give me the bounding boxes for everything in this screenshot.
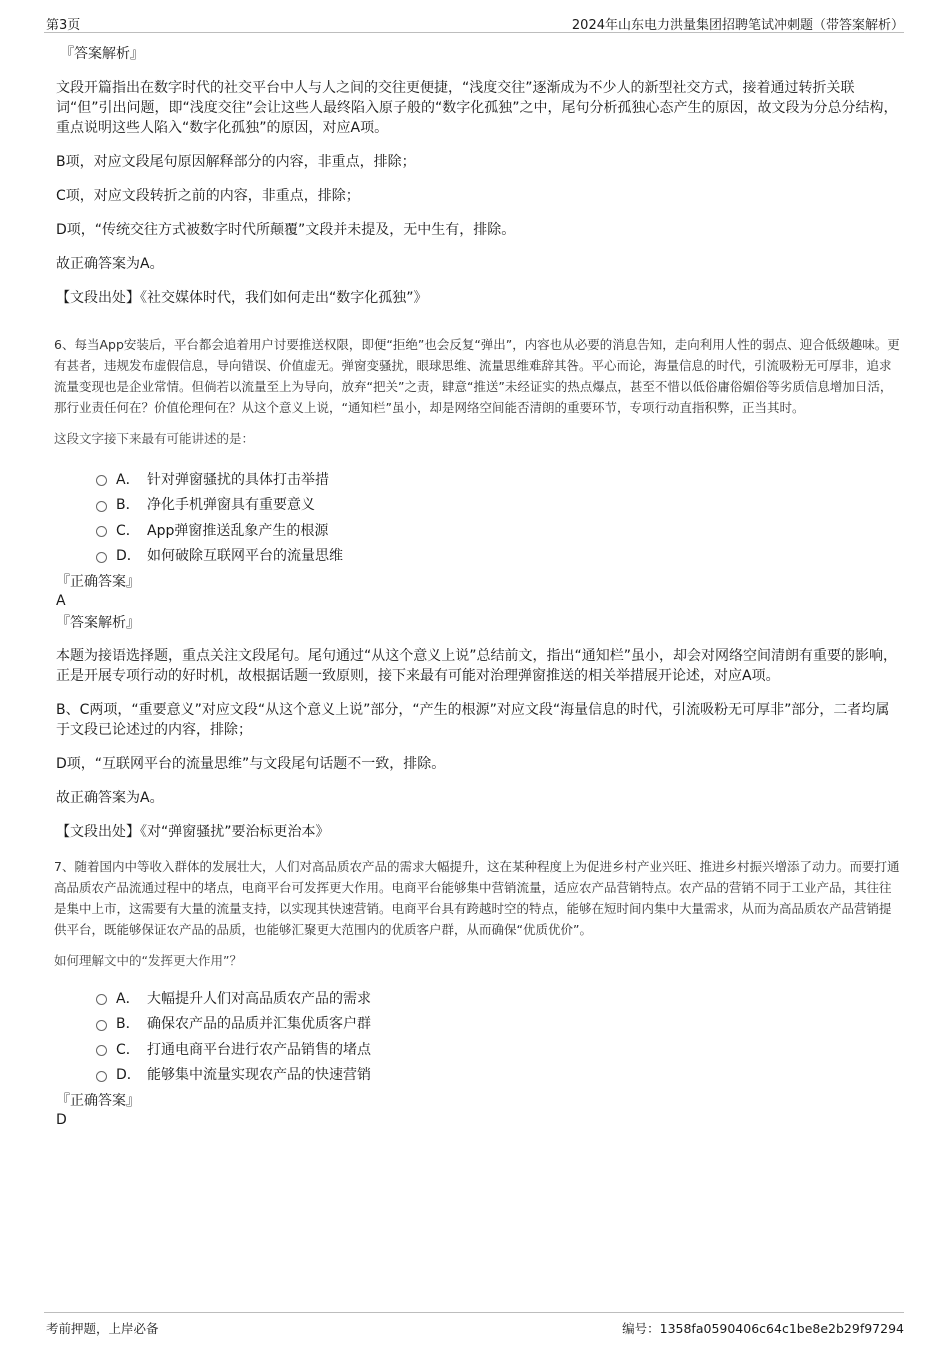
option-a[interactable]: [56, 466, 900, 492]
option-list: [56, 466, 900, 568]
option-text: 净化手机弹窗具有重要意义: [147, 497, 315, 514]
analysis-label: 『答案解析』: [60, 46, 144, 62]
radio-icon[interactable]: [96, 501, 107, 512]
radio-icon[interactable]: [96, 552, 107, 563]
option-text: App弹窗推送乱象产生的根源: [147, 522, 329, 539]
option-text: 如何破除互联网平台的流量思维: [147, 548, 343, 565]
question-text: 7、随着国内中等收入群体的发展壮大，人们对高品质农产品的需求大幅提升，这在某种程度上为促进乡村产业兴旺、推进乡村振兴增添了动力。而要打通高品质农产品流通过程中的堵点，电商平台可发挥更大作用。电商平台能够集中营销流量，适应农产品营销特点。农产品的营销不同于工业产品，其往往是集中上市，这需要有大量的流量支持，以实现其快速营销。电商平台具有跨越时空的特点，能够在短时间内集中大量需求，从而为高品质农产品营销提供平台，既能够保证农产品的品质，也能够汇聚更大范围内的优质客户群，从而确保“优质优价”。: [54, 859, 900, 937]
option-key: C．: [116, 522, 140, 539]
option-key: A．: [116, 471, 140, 488]
radio-icon[interactable]: [96, 475, 107, 486]
page-number: 第3页: [46, 18, 81, 33]
option-text: 能够集中流量实现农产品的快速营销: [147, 1067, 371, 1084]
page-header: [44, 10, 904, 33]
analysis-paragraph: 文段开篇指出在数字时代的社交平台中人与人之间的交往更便捷，“浅度交往”逐渐成为不少人的新型社交方式，接着通过转折关联词“但”引出问题，即“浅度交往”会让这些人最终陷入原子般的“数字化孤独”之中，尾句分析孤独心态产生的原因，故文段为分总分结构，重点说明这些人陷入“数字化孤独”的原因，对应A项。: [56, 80, 898, 136]
radio-icon[interactable]: [96, 1071, 107, 1082]
code-label: 编号：: [622, 1321, 660, 1336]
analysis-paragraph: 故正确答案为A。: [56, 790, 164, 806]
document-title: 2024年山东电力洪量集团招聘笔试冲刺题（带答案解析）: [571, 18, 904, 33]
question-7: [56, 856, 900, 1129]
answer-label: 『正确答案』: [56, 574, 140, 590]
option-d[interactable]: [56, 1062, 900, 1088]
option-b[interactable]: [56, 492, 900, 518]
question-prompt: 这段文字接下来最有可能讲述的是：: [54, 431, 255, 446]
radio-icon[interactable]: [96, 526, 107, 537]
option-c[interactable]: [56, 517, 900, 543]
analysis-paragraph: C项，对应文段转折之前的内容，非重点，排除；: [56, 188, 360, 204]
question-6: [56, 334, 900, 842]
option-text: 确保农产品的品质并汇集优质客户群: [147, 1016, 371, 1033]
radio-icon[interactable]: [96, 1020, 107, 1031]
option-text: 大幅提升人们对高品质农产品的需求: [147, 990, 371, 1007]
option-key: A．: [116, 990, 140, 1007]
source-citation: 【文段出处】《对“弹窗骚扰”要治标更治本》: [56, 824, 330, 840]
page-footer: [44, 1312, 904, 1339]
correct-answer: D: [56, 1112, 67, 1128]
analysis-label: 『答案解析』: [56, 615, 140, 631]
option-key: B．: [116, 497, 140, 514]
source-citation: 【文段出处】《社交媒体时代，我们如何走出“数字化孤独”》: [56, 290, 428, 306]
footer-slogan: 考前押题，上岸必备: [46, 1321, 159, 1336]
option-key: D．: [116, 548, 141, 565]
radio-icon[interactable]: [96, 994, 107, 1005]
q5-analysis: [56, 44, 900, 308]
document-body: [56, 44, 900, 1129]
analysis-paragraph: D项，“互联网平台的流量思维”与文段尾句话题不一致，排除。: [56, 756, 446, 772]
analysis-paragraph: 本题为接语选择题，重点关注文段尾句。尾句通过“从这个意义上说”总结前文，指出“通知栏”虽小，却会对网络空间清朗有重要的影响，正是开展专项行动的好时机，故根据话题一致原则，接下来最有可能对治理弹窗推送的相关举措展开论述，对应A项。: [56, 648, 898, 684]
analysis-paragraph: D项，“传统交往方式被数字时代所颠覆”文段并未提及，无中生有，排除。: [56, 222, 516, 238]
code-value: 1358fa0590406c64c1be8e2b29f97294: [659, 1321, 904, 1336]
option-text: 打通电商平台进行农产品销售的堵点: [147, 1041, 371, 1058]
option-key: C．: [116, 1041, 140, 1058]
analysis-paragraph: 故正确答案为A。: [56, 256, 164, 272]
option-key: D．: [116, 1067, 141, 1084]
question-text: 6、每当App安装后，平台都会追着用户讨要推送权限，即便“拒绝”也会反复“弹出”，内容也从必要的消息告知，走向利用人性的弱点、迎合低级趣味。更有甚者，违规发布虚假信息，导向错误、价值虚无。弹窗变骚扰，眼球思维、流量思维难辞其咎。平心而论，海量信息的时代，引流吸粉无可厚非，追求流量变现也是企业常情。但倘若以流量至上为导向，放弃“把关”之责，肆意“推送”未经证实的热点爆点，甚至不惜以低俗庸俗媚俗等劣质信息增加日活，那行业责任何在？价值伦理何在？从这个意义上说，“通知栏”虽小，却是网络空间能否清朗的重要环节，专项行动直指积弊，正当其时。: [54, 337, 900, 415]
option-d[interactable]: [56, 543, 900, 569]
option-a[interactable]: [56, 985, 900, 1011]
analysis-paragraph: B、C两项，“重要意义”对应文段“从这个意义上说”部分，“产生的根源”对应文段“海量信息的时代，引流吸粉无可厚非”部分，二者均属于文段已论述过的内容，排除；: [56, 702, 890, 738]
option-c[interactable]: [56, 1036, 900, 1062]
radio-icon[interactable]: [96, 1045, 107, 1056]
option-key: B．: [116, 1016, 140, 1033]
analysis-paragraph: B项，对应文段尾句原因解释部分的内容，非重点，排除；: [56, 154, 416, 170]
question-prompt: 如何理解文中的“发挥更大作用”？: [54, 953, 242, 968]
document-code: [622, 1319, 904, 1337]
option-b[interactable]: [56, 1011, 900, 1037]
option-text: 针对弹窗骚扰的具体打击举措: [147, 471, 329, 488]
answer-label: 『正确答案』: [56, 1093, 140, 1109]
correct-answer: A: [56, 593, 66, 609]
option-list: [56, 985, 900, 1087]
